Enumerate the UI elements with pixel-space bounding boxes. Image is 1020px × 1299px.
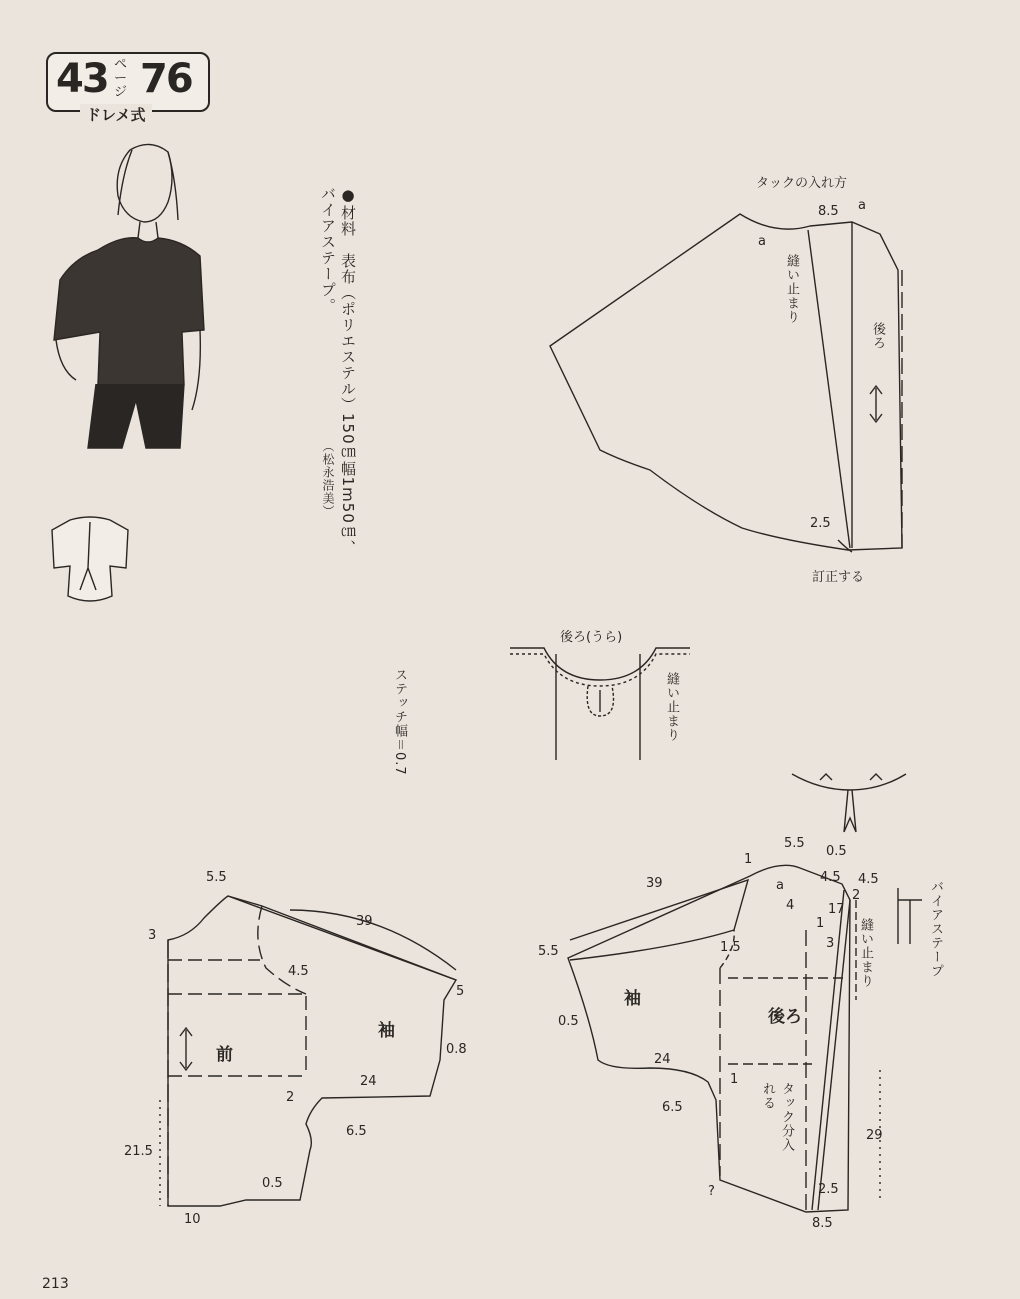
- materials-line-2: バイアステープ。: [319, 186, 337, 314]
- front-neck-dim: 5.5: [206, 870, 227, 885]
- back-dim-45b: 4.5: [858, 872, 879, 887]
- front-hem-dim: 10: [184, 1212, 201, 1227]
- pattern-number: 76: [140, 56, 192, 102]
- back-underarm-length: 24: [654, 1052, 671, 1067]
- back-cuff-ease: 0.5: [558, 1014, 579, 1029]
- front-side-length: 21.5: [124, 1144, 153, 1159]
- front-sleeve-label: 袖: [378, 1021, 395, 1041]
- back-tuck-note: タック分入れる: [760, 1082, 794, 1152]
- front-shoulder-drop: 3: [148, 928, 157, 943]
- front-body-label: 前: [216, 1045, 233, 1065]
- neck-stop-label: 縫い止まり: [664, 672, 679, 742]
- tuck-back-label: 後ろ: [870, 322, 885, 350]
- back-view-sketch: [52, 517, 128, 601]
- tuck-dim-top: 8.5: [818, 204, 839, 219]
- front-curve-dim: 6.5: [346, 1124, 367, 1139]
- reference-page-unit: ページ: [114, 57, 128, 100]
- back-dim-17: 17: [828, 902, 845, 917]
- front-underarm-length: 24: [360, 1074, 377, 1089]
- back-curve-dim: 6.5: [662, 1100, 683, 1115]
- back-sleeve-label: 袖: [624, 989, 641, 1009]
- back-underarm-drop: 1: [730, 1072, 739, 1087]
- back-stop-label: 縫い止まり: [858, 918, 873, 988]
- neck-diagram-title: 後ろ(うら): [560, 630, 623, 645]
- back-neck-rise: 0.5: [826, 844, 847, 859]
- front-cuff-dim: 5: [456, 984, 465, 999]
- back-dim-2: 2: [852, 888, 861, 903]
- front-hem-ease: 0.5: [262, 1176, 283, 1191]
- page-number: 213: [42, 1276, 69, 1292]
- back-dim-4: 4: [786, 898, 795, 913]
- tuck-diagram-title: タックの入れ方: [756, 176, 848, 191]
- tuck-diagram: [550, 214, 902, 552]
- bias-tape-label: バイアステープ: [928, 880, 943, 978]
- stitch-width-label: ステッチ幅＝0.7: [392, 668, 407, 776]
- back-hem-85: 8.5: [812, 1216, 833, 1231]
- back-hem-unknown: ?: [708, 1184, 715, 1199]
- back-neck-a: a: [776, 878, 784, 893]
- back-sleeve-length: 39: [646, 876, 663, 891]
- back-yoke-dim: 1.5: [720, 940, 741, 955]
- back-hem-25: 2.5: [818, 1182, 839, 1197]
- tuck-dim-bottom: 2.5: [810, 516, 831, 531]
- model-illustration: [54, 144, 204, 448]
- front-pattern: [160, 896, 456, 1206]
- back-top-mark: 1: [744, 852, 753, 867]
- materials-credit: （松永浩美）: [321, 440, 335, 518]
- back-dim-45a: 4.5: [820, 870, 841, 885]
- tuck-correct-label: 訂正する: [812, 570, 865, 585]
- back-dim-1: 1: [816, 916, 825, 931]
- front-cuff-ease: 0.8: [446, 1042, 467, 1057]
- back-side-length: 29: [866, 1128, 883, 1143]
- reference-page-number: 43: [56, 56, 108, 102]
- front-underarm-drop: 2: [286, 1090, 295, 1105]
- tuck-a-left: a: [758, 234, 766, 249]
- tuck-stop-label: 縫い止まり: [784, 254, 799, 324]
- neck-detail: [792, 774, 906, 832]
- drafting-method: ドレメ式: [80, 104, 152, 125]
- back-cuff-dim: 5.5: [538, 944, 559, 959]
- back-body-label: 後ろ: [768, 1007, 802, 1027]
- back-neck-dim: 5.5: [784, 836, 805, 851]
- front-sleeve-length: 39: [356, 914, 373, 929]
- materials-line-1: ●材料 表布（ポリエステル）150㎝幅1m50㎝、: [339, 186, 357, 556]
- front-dart-dim: 4.5: [288, 964, 309, 979]
- tuck-a-top: a: [858, 198, 866, 213]
- back-dim-3: 3: [826, 936, 835, 951]
